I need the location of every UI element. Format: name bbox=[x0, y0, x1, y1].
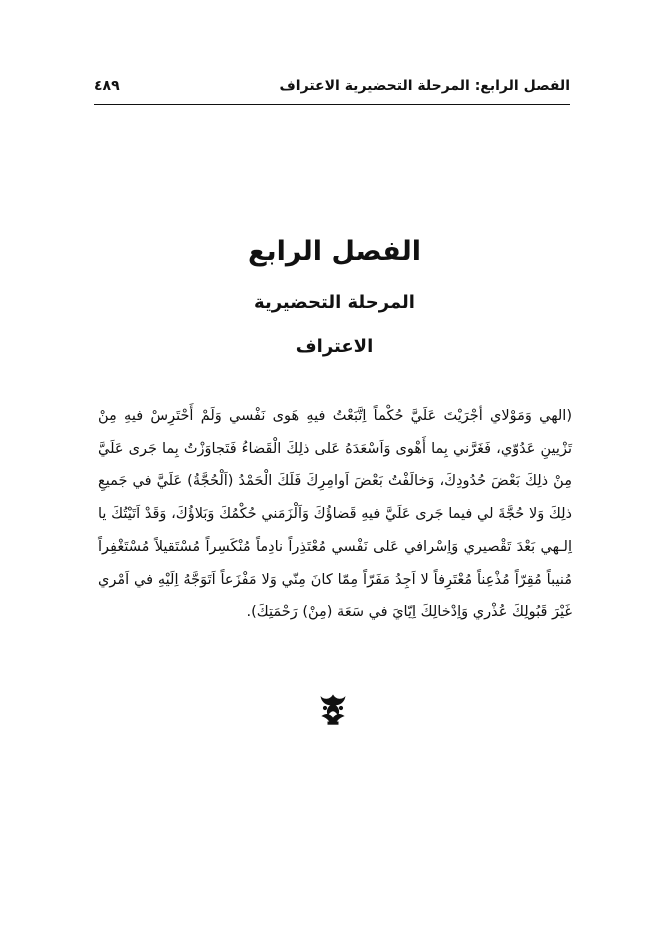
section-title: المرحلة التحضيرية bbox=[254, 292, 415, 313]
page-number: ٤٨٩ bbox=[94, 78, 120, 94]
floral-ornament-icon bbox=[316, 692, 350, 726]
chapter-title: الفصل الرابع bbox=[248, 236, 421, 267]
subsection-title: الاعتراف bbox=[295, 336, 374, 357]
header-title: الفصل الرابع: المرحلة التحضيرية الاعتراف bbox=[279, 78, 570, 94]
body-paragraph: (الهي وَمَوْلاي أجْرَيْتَ عَلَيَّ حُكْماً اِتَّبَعْتُ فيهِ هَوى نَفْسي وَلَمْ أَحْتَرِسْ فيهِ مِنْ تَزْيينِ عَدُوّي، فَغَرَّني بِما أَهْوى وَاَسْعَدَهُ عَلى ذلِكَ الْقَضاءُ فَتَجاوَزْتُ بِما جَرى عَلَيَّ مِنْ ذلِكَ بَعْضَ حُدُودِكَ، وَخالَفْتُ بَعْضَ اَوامِرِكَ فَلَكَ الْحَمْدُ (اَلْحُجَّةُ) عَلَيَّ في جَميعِ ذلِكَ وَلا حُجَّةَ لي فيما جَرى عَلَيَّ فيهِ قَضاؤُكَ وَاَلْزَمَني حُكْمُكَ وَبَلاؤُكَ، وَقَدْ اَتَيْتُكَ يا اِلـهي بَعْدَ تَقْصيري وَاِسْرافي عَلى نَفْسي مُعْتَذِراً نادِماً مُنْكَسِراً مُسْتَقيلاً مُسْتَغْفِراً مُنيباً مُقِرّاً مُذْعِناً مُعْتَرِفاً لا اَجِدُ مَفَرّاً مِمّا كانَ مِنّي وَلا مَفْزَعاً اَتَوَجَّهُ اِلَيْهِ في اَمْري غَيْرَ قَبُولِكَ عُذْري وَاِدْخالِكَ اِيّايَ في سَعَة (مِنْ) رَحْمَتِكَ). bbox=[98, 408, 572, 621]
running-header bbox=[94, 70, 570, 105]
